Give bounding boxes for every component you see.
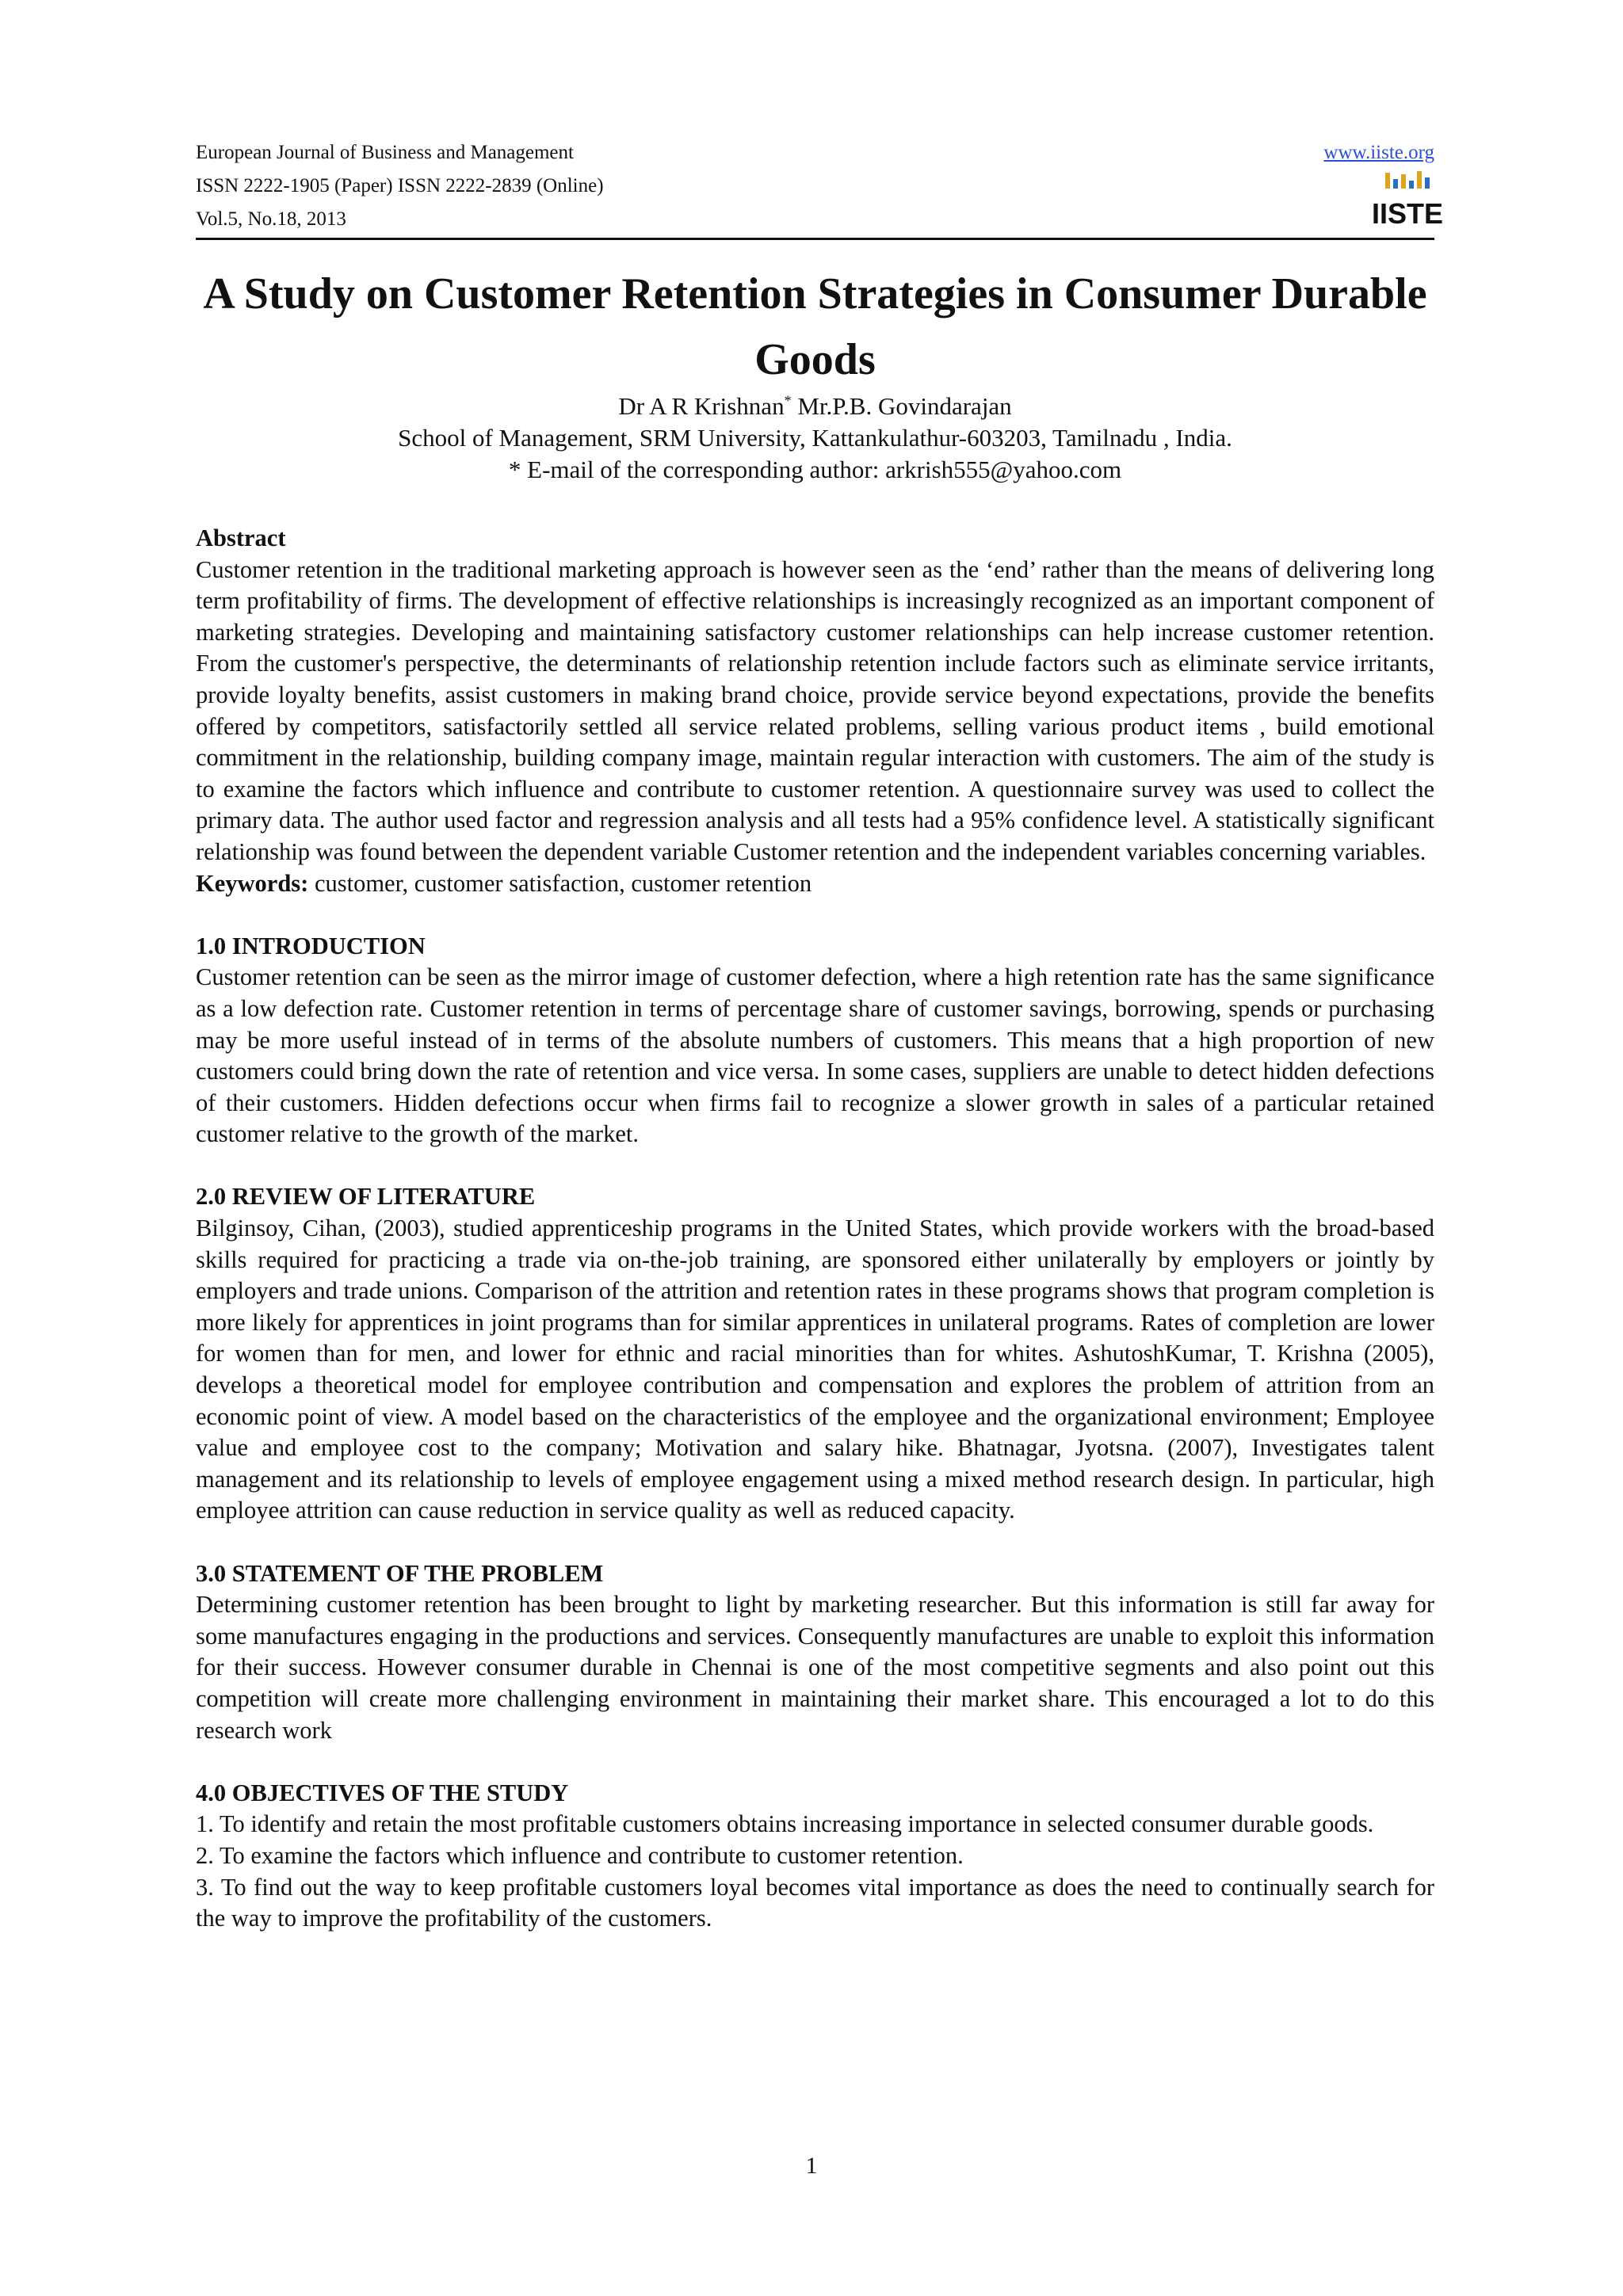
journal-name: European Journal of Business and Management xyxy=(196,142,574,163)
objective-item: 2. To examine the factors which influence and contribute to customer retention. xyxy=(196,1841,964,1869)
objective-item: 1. To identify and retain the most profitable customers obtains increasing importance in selected consumer durable goods. xyxy=(196,1810,1374,1838)
paper-title: A Study on Customer Retention Strategies in Consumer Durable Goods xyxy=(203,269,1427,384)
journal-url-link[interactable]: www.iiste.org xyxy=(1323,142,1434,163)
keywords-label: Keywords: xyxy=(196,869,309,897)
objective-item: 3. To find out the way to keep profitable customers loyal becomes vital importance as does the need to continually search for the way to improve the profitability of the customers. xyxy=(196,1873,1434,1932)
journal-header xyxy=(196,136,1444,236)
paper-body xyxy=(196,523,1434,1935)
author-affiliation: School of Management, SRM University, Kattankulathur-603203, Tamilnadu , India. xyxy=(398,424,1232,452)
section-gap xyxy=(196,1150,1434,1182)
header-divider xyxy=(196,238,1434,240)
objectives-heading: 4.0 OBJECTIVES OF THE STUDY xyxy=(196,1779,569,1806)
keywords-line xyxy=(196,868,1434,900)
section-gap xyxy=(196,1746,1434,1778)
section-gap xyxy=(196,1527,1434,1558)
author-names xyxy=(196,391,1434,422)
review-heading: 2.0 REVIEW OF LITERATURE xyxy=(196,1183,536,1211)
keywords-text: customer, customer satisfaction, customer retention xyxy=(308,869,812,897)
introduction-text: Customer retention can be seen as the mirror image of customer defection, where a high retention rate has the same significance as a low defection rate. Customer retention in terms of percentage share of customer savings, borrowing, spends or purchasing may be more useful instead of in terms of the absolute numbers of customers. This means that a high proportion of new customers could bring down the rate of retention and vice versa. In some cases, suppliers are unable to detect hidden defections of their customers. Hidden defections occur when firms fail to recognize a slower growth in sales of a particular retained customer relative to the growth of the market. xyxy=(196,963,1434,1148)
corresponding-mark: * xyxy=(784,392,792,409)
page-number: 1 xyxy=(805,2153,818,2179)
abstract-text: Customer retention in the traditional marketing approach is however seen as the ‘end’ rather than the means of delivering long term profitability of firms. The development of effective relationships is increasingly recognized as an important component of marketing strategies. Developing and maintaining satisfactory customer relationships can help increase customer retention. From the customer's perspective, the determinants of relationship retention include factors such as eliminate service irritants, provide loyalty benefits, assist customers in making brand choice, provide service beyond expectations, provide the benefits offered by competitors, satisfactorily settled all service related problems, selling various product items , build emotional commitment in the relationship, building company image, maintain regular interaction with customers. The aim of the study is to examine the factors which influence and contribute to customer retention. A questionnaire survey was used to collect the primary data. The author used factor and regression analysis and all tests had a 95% confidence level. A statistically significant relationship was found between the dependent variable Customer retention and the independent variables concerning variables. xyxy=(196,555,1434,865)
abstract-heading: Abstract xyxy=(196,524,286,551)
problem-text: Determining customer retention has been brought to light by marketing researcher. But this information is still far away for some manufactures engaging in the productions and services. Consequently manufactures are unable to exploit this information for their success. However consumer durable in Chennai is one of the most competitive segments and also point out this competition will create more challenging environment in maintaining their market share. This encouraged a lot to do this research work xyxy=(196,1591,1434,1744)
review-text: Bilginsoy, Cihan, (2003), studied apprenticeship programs in the United States, which provide workers with the broad-based skills required for practicing a trade via on-the-job training, are sponsored either unilaterally by employers or jointly by employers and trade unions. Comparison of the attrition and retention rates in these programs shows that program completion is more likely for apprentices in joint programs than for similar apprentices in unilateral programs. Rates of completion are lower for women than for men, and lower for ethnic and racial minorities than for whites. AshutoshKumar, T. Krishna (2005), develops a theoretical model for employee contribution and compensation and explores the problem of attrition from an economic point of view. A model based on the characteristics of the employee and the organizational environment; Employee value and employee cost to the company; Motivation and salary hike. Bhatnagar, Jyotsna. (2007), Investigates talent management and its relationship to levels of employee engagement using a mixed method research design. In particular, high employee attrition can cause reduction in service quality as well as reduced capacity. xyxy=(196,1215,1434,1524)
corresponding-email: * E-mail of the corresponding author: arkrish555@yahoo.com xyxy=(508,456,1122,483)
svg-text:IISTE: IISTE xyxy=(1371,197,1444,230)
introduction-heading: 1.0 INTRODUCTION xyxy=(196,932,426,959)
problem-heading: 3.0 STATEMENT OF THE PROBLEM xyxy=(196,1559,604,1587)
second-author: Mr.P.B. Govindarajan xyxy=(791,392,1012,420)
author-block xyxy=(196,391,1434,486)
section-gap xyxy=(196,899,1434,931)
first-author: Dr A R Krishnan xyxy=(618,392,785,420)
iiste-logo-icon xyxy=(1371,171,1444,231)
journal-volume: Vol.5, No.18, 2013 xyxy=(196,208,346,230)
journal-issn: ISSN 2222-1905 (Paper) ISSN 2222-2839 (Online) xyxy=(196,175,604,196)
